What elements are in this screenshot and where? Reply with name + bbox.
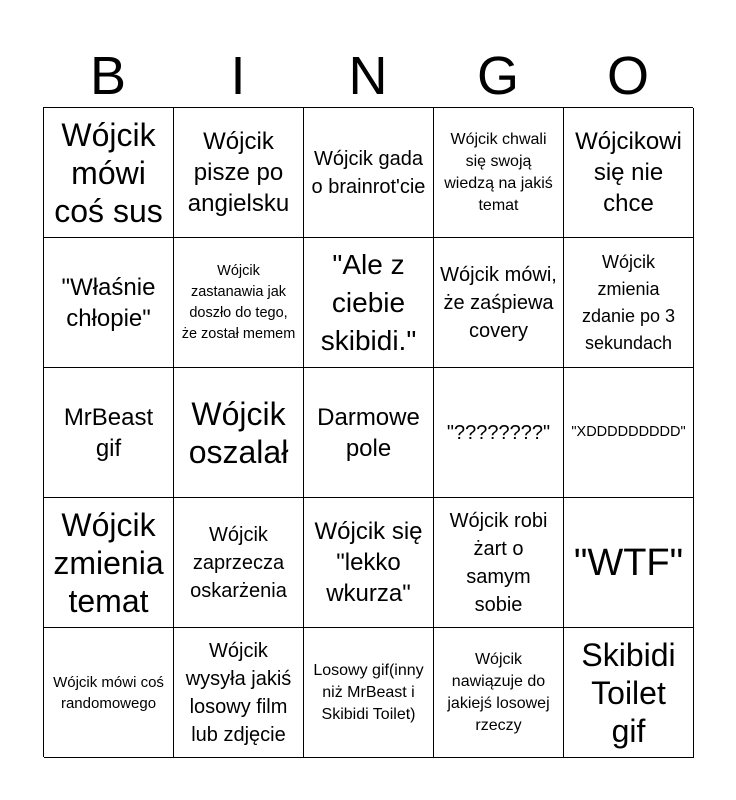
cell-text: Wójcik zmienia zdanie po 3 sekundach: [581, 251, 676, 353]
bingo-cell-r2-c5[interactable]: [564, 238, 694, 368]
cell-text: Wójcik pisze po angielsku: [187, 128, 290, 217]
cell-text: "Właśnie chłopie": [61, 273, 156, 332]
header-letter-i: I: [230, 46, 246, 106]
header-letter-b: B: [89, 46, 127, 106]
cell-text: Wójcik chwali się swoją wiedzą na jakiś temat: [444, 130, 553, 214]
cell-text: Wójcik gada o brainrot'cie: [311, 147, 426, 198]
bingo-cell-r3-c1[interactable]: [44, 368, 174, 498]
cell-text: "XDDDDDDDDD": [571, 424, 686, 440]
bingo-cell-r4-c3[interactable]: [304, 498, 434, 628]
cell-text: Wójcik wysyła jakiś losowy film lub zdjęcie: [185, 639, 292, 746]
cell-text: "????????": [446, 421, 551, 444]
bingo-cell-r1-c3[interactable]: [304, 108, 434, 238]
bingo-cell-r5-c4[interactable]: [434, 628, 564, 758]
header-letter-g: G: [476, 46, 519, 106]
cell-text: Wójcik się "lekko wkurza": [314, 518, 423, 607]
bingo-header: [43, 44, 693, 108]
cell-text: Skibidi Toilet gif: [581, 636, 676, 749]
bingo-cell-r4-c4[interactable]: [434, 498, 564, 628]
cell-text: "WTF": [573, 541, 684, 584]
cell-text: "Ale z ciebie skibidi.": [320, 248, 417, 356]
cell-text: Wójcik mówi, że zaśpiewa covery: [440, 263, 557, 342]
cell-text: MrBeast gif: [63, 403, 154, 462]
bingo-cell-r4-c1[interactable]: [44, 498, 174, 628]
bingo-cell-r5-c3[interactable]: [304, 628, 434, 758]
cell-text: Wójcik zaprzecza oskarżenia: [190, 523, 287, 602]
bingo-cell-r5-c2[interactable]: [174, 628, 304, 758]
bingo-cell-r3-c3[interactable]: [304, 368, 434, 498]
cell-text: Darmowe pole: [317, 403, 420, 462]
header-letter-o: O: [606, 46, 649, 106]
bingo-cell-r4-c5[interactable]: [564, 498, 694, 628]
cell-text: Losowy gif(inny niż MrBeast i Skibidi Toilet): [313, 661, 424, 723]
cell-text: Wójcikowi się nie chce: [575, 128, 682, 217]
cell-text: Wójcik zastanawia jak doszło do tego, że został memem: [181, 262, 296, 342]
bingo-grid: [43, 107, 693, 757]
bingo-cell-r3-c2[interactable]: [174, 368, 304, 498]
bingo-cell-r2-c1[interactable]: [44, 238, 174, 368]
header-letter-n: N: [348, 46, 388, 106]
cell-text: Wójcik nawiązuje do jakiejś losowej rzeczy: [447, 650, 550, 734]
cell-text: Wójcik mówi coś sus: [54, 116, 163, 229]
bingo-cell-r5-c5[interactable]: [564, 628, 694, 758]
bingo-cell-r1-c4[interactable]: [434, 108, 564, 238]
cell-text: Wójcik oszalał: [188, 395, 289, 470]
bingo-cell-r1-c5[interactable]: [564, 108, 694, 238]
bingo-cell-r3-c5[interactable]: [564, 368, 694, 498]
bingo-cell-r1-c2[interactable]: [174, 108, 304, 238]
bingo-cell-r4-c2[interactable]: [174, 498, 304, 628]
cell-text: Wójcik mówi coś randomowego: [53, 673, 164, 712]
cell-text: Wójcik zmienia temat: [53, 506, 164, 619]
bingo-cell-r2-c4[interactable]: [434, 238, 564, 368]
cell-text: Wójcik robi żart o samym sobie: [449, 509, 548, 616]
bingo-cell-r2-c3[interactable]: [304, 238, 434, 368]
bingo-cell-r5-c1[interactable]: [44, 628, 174, 758]
bingo-cell-r1-c1[interactable]: [44, 108, 174, 238]
bingo-cell-r3-c4[interactable]: [434, 368, 564, 498]
bingo-cell-r2-c2[interactable]: [174, 238, 304, 368]
